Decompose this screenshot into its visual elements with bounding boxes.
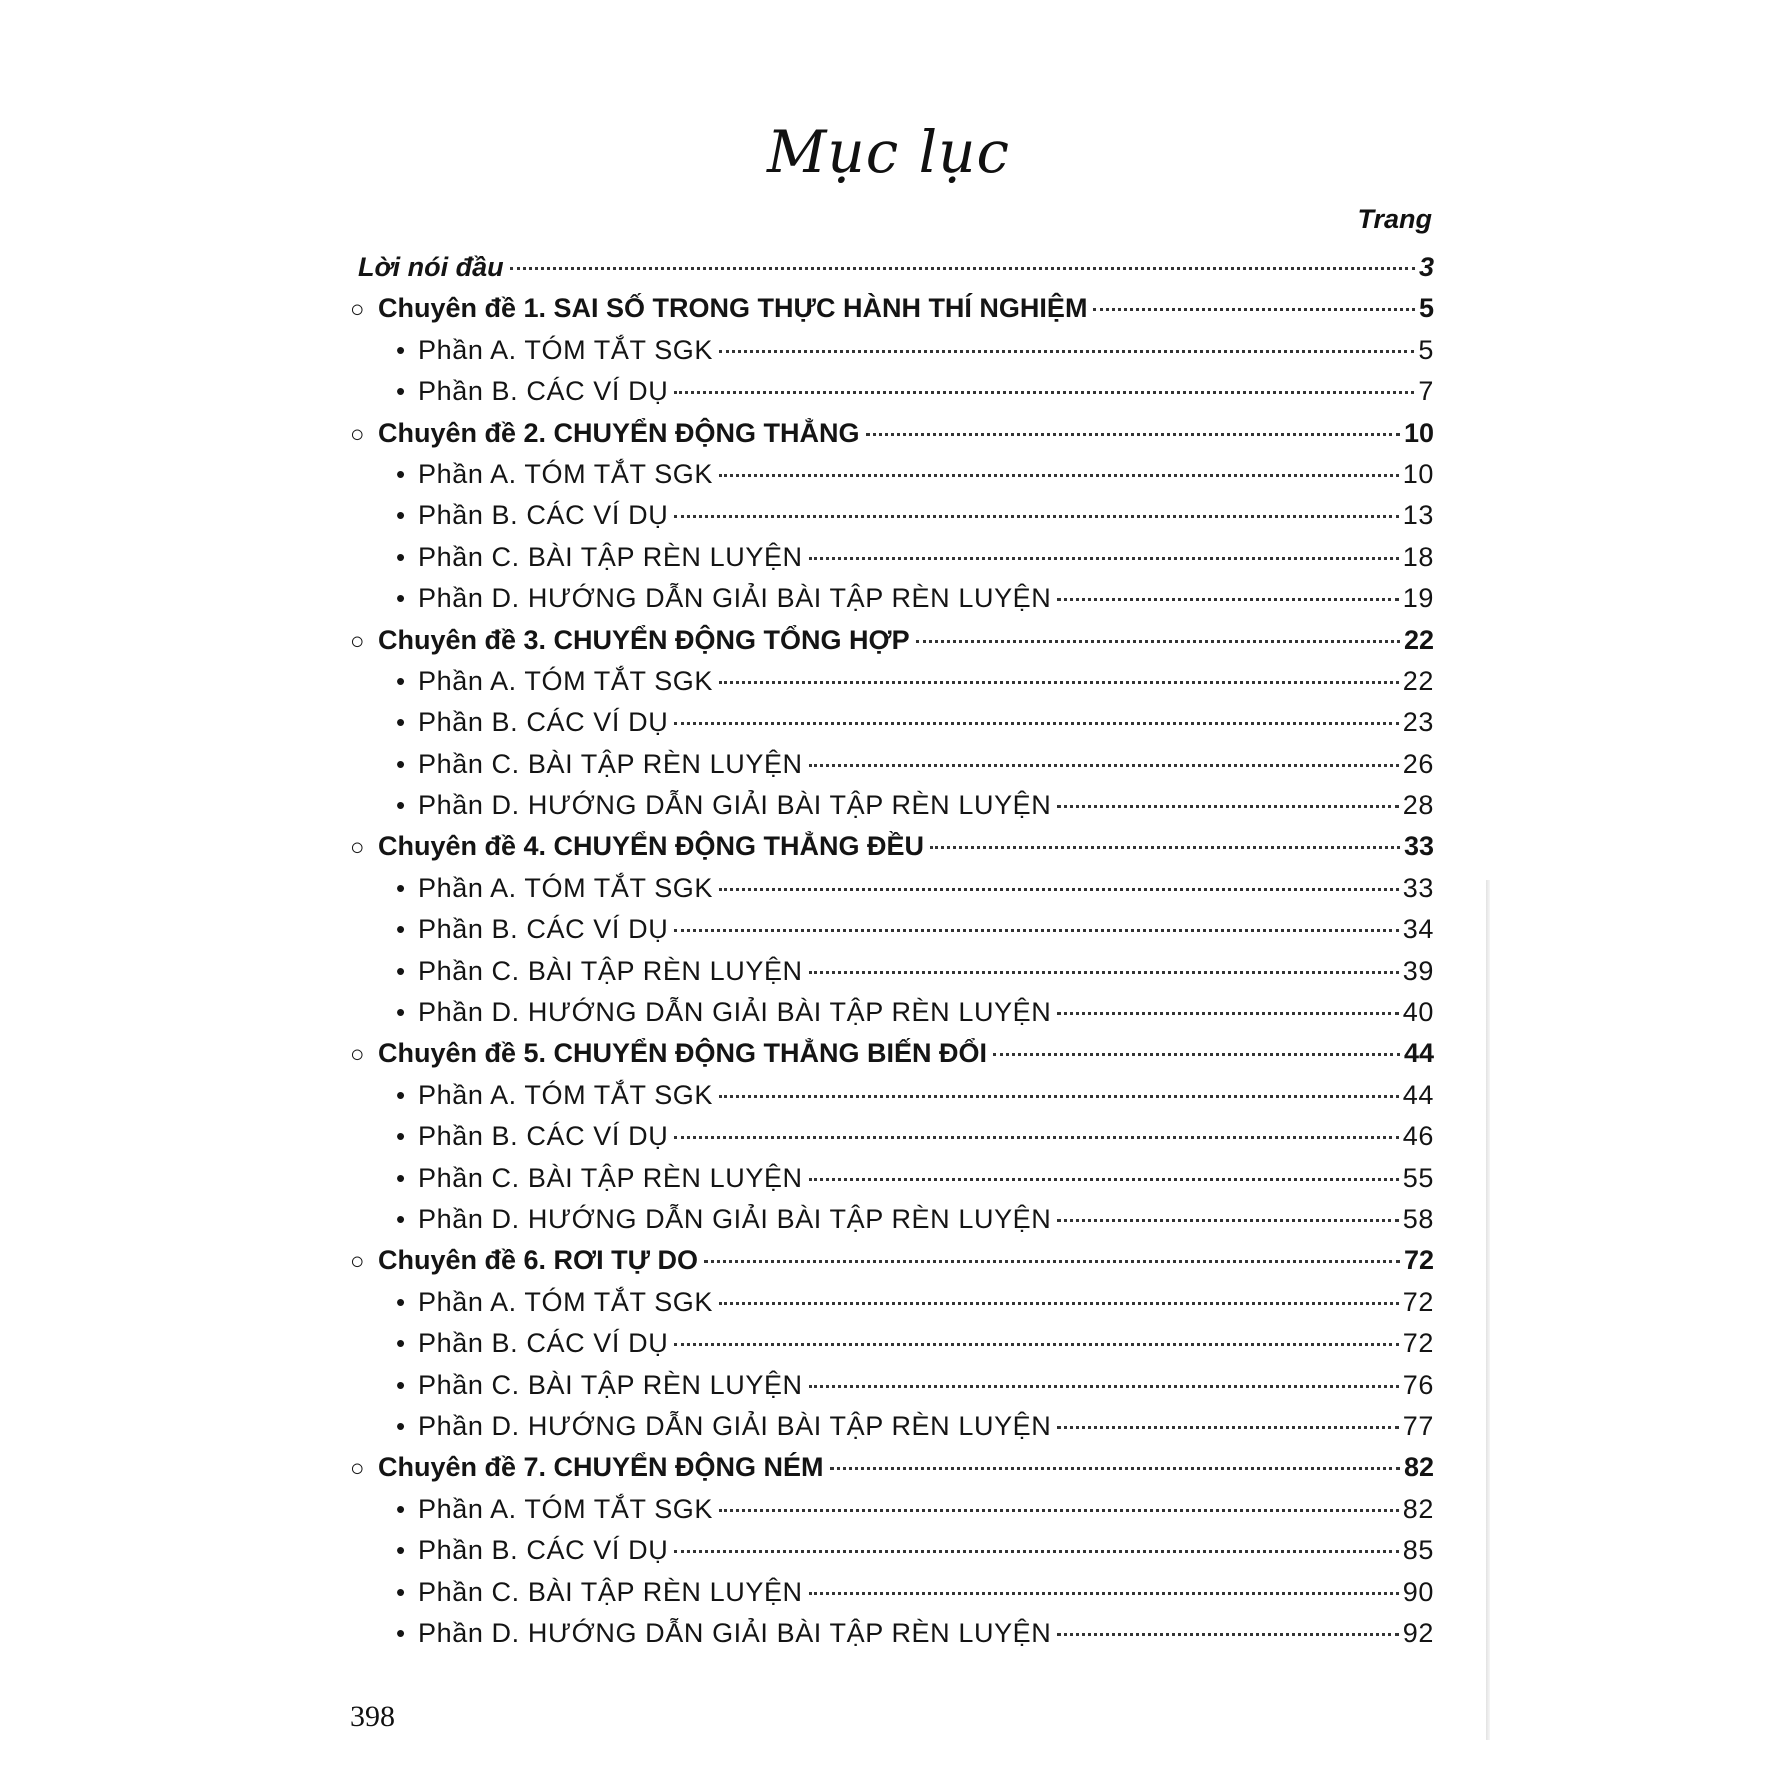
toc-chapter-page: 44 <box>1403 1038 1434 1069</box>
toc-chapter-label: Chuyên đề 3. CHUYỂN ĐỘNG TỔNG HỢP <box>378 624 910 655</box>
toc-part-page: 90 <box>1402 1576 1434 1607</box>
toc-part-page: 18 <box>1402 541 1434 572</box>
dot-leader <box>866 433 1400 436</box>
dot-leader <box>719 1302 1399 1305</box>
toc-part-row[interactable] <box>350 1530 1434 1571</box>
toc-part-page: 5 <box>1418 334 1434 365</box>
toc-part-row[interactable] <box>350 1365 1434 1406</box>
dot-leader <box>674 1343 1398 1346</box>
toc-chapter-row[interactable] <box>350 1033 1434 1074</box>
toc-intro-page: 3 <box>1418 252 1434 282</box>
dot-bullet-icon: • <box>396 458 406 489</box>
toc-part-row[interactable] <box>350 744 1434 785</box>
toc-part-page: 19 <box>1402 583 1434 614</box>
dot-bullet-icon: • <box>396 1203 406 1234</box>
toc-part-page: 46 <box>1402 1121 1434 1152</box>
toc-part-row[interactable] <box>350 1613 1434 1654</box>
toc-chapter-row[interactable] <box>350 620 1434 661</box>
toc-part-page: 13 <box>1402 500 1434 531</box>
dot-leader <box>719 1095 1399 1098</box>
dot-bullet-icon: • <box>396 1286 406 1317</box>
dot-bullet-icon: • <box>396 707 406 738</box>
toc-part-row[interactable] <box>350 909 1434 950</box>
toc-part-label: Phần A. TÓM TẮT SGK <box>418 665 714 696</box>
dot-leader <box>719 350 1414 353</box>
page-title: Mục lục <box>766 118 1011 186</box>
dot-bullet-icon: • <box>396 1328 406 1359</box>
toc-part-page: 10 <box>1402 458 1434 489</box>
toc-part-label: Phần B. CÁC VÍ DỤ <box>418 1328 669 1359</box>
toc-part-page: 82 <box>1402 1493 1434 1524</box>
toc-part-page: 77 <box>1402 1410 1434 1441</box>
toc-part-label: Phần A. TÓM TẮT SGK <box>418 1079 714 1110</box>
toc-part-label: Phần D. HƯỚNG DẪN GIẢI BÀI TẬP RÈN LUYỆN <box>418 790 1052 821</box>
dot-bullet-icon: • <box>396 1576 406 1607</box>
dot-leader <box>674 1550 1398 1553</box>
dot-bullet-icon: • <box>396 1369 406 1400</box>
toc-part-label: Phần B. CÁC VÍ DỤ <box>418 500 669 531</box>
circle-bullet-icon: ○ <box>350 1455 365 1483</box>
dot-leader <box>674 1136 1398 1139</box>
toc-part-page: 92 <box>1402 1617 1434 1648</box>
dot-leader <box>916 640 1400 643</box>
toc-part-row[interactable] <box>350 1075 1434 1116</box>
toc-chapter-row[interactable] <box>350 826 1434 867</box>
dot-leader <box>704 1260 1400 1263</box>
toc-part-page: 39 <box>1402 955 1434 986</box>
toc-part-row[interactable] <box>350 330 1434 371</box>
toc-chapter-page: 82 <box>1403 1452 1434 1483</box>
toc-part-row[interactable] <box>350 1572 1434 1613</box>
dot-leader <box>809 1178 1399 1181</box>
toc-chapter-page: 33 <box>1403 831 1434 862</box>
toc-part-label: Phần A. TÓM TẮT SGK <box>418 872 714 903</box>
toc-chapter-row[interactable] <box>350 1447 1434 1488</box>
dot-leader <box>719 474 1399 477</box>
dot-bullet-icon: • <box>396 1079 406 1110</box>
toc-chapter-label: Chuyên đề 1. SAI SỐ TRONG THỰC HÀNH THÍ NGHIỆM <box>378 293 1088 324</box>
circle-bullet-icon: ○ <box>350 627 365 655</box>
toc-part-label: Phần D. HƯỚNG DẪN GIẢI BÀI TẬP RÈN LUYỆN <box>418 1203 1052 1234</box>
toc-part-page: 55 <box>1402 1162 1434 1193</box>
dot-leader <box>809 1592 1399 1595</box>
toc-part-row[interactable] <box>350 868 1434 909</box>
toc-part-page: 44 <box>1402 1079 1434 1110</box>
dot-bullet-icon: • <box>396 790 406 821</box>
toc-part-label: Phần D. HƯỚNG DẪN GIẢI BÀI TẬP RÈN LUYỆN <box>418 997 1052 1028</box>
dot-bullet-icon: • <box>396 1121 406 1152</box>
dot-leader <box>809 764 1399 767</box>
toc-part-row[interactable] <box>350 785 1434 826</box>
toc-part-label: Phần D. HƯỚNG DẪN GIẢI BÀI TẬP RÈN LUYỆN <box>418 583 1052 614</box>
toc-part-page: 85 <box>1402 1535 1434 1566</box>
toc-part-page: 26 <box>1402 748 1434 779</box>
toc-part-row[interactable] <box>350 537 1434 578</box>
toc-part-label: Phần C. BÀI TẬP RÈN LUYỆN <box>418 748 803 779</box>
dot-bullet-icon: • <box>396 1617 406 1648</box>
toc-part-label: Phần C. BÀI TẬP RÈN LUYỆN <box>418 1369 803 1400</box>
toc-part-page: 23 <box>1402 707 1434 738</box>
circle-bullet-icon: ○ <box>350 834 365 862</box>
toc-part-row[interactable] <box>350 951 1434 992</box>
toc-part-page: 76 <box>1402 1369 1434 1400</box>
dot-bullet-icon: • <box>396 541 406 572</box>
toc-part-label: Phần A. TÓM TẮT SGK <box>418 1286 714 1317</box>
toc-part-label: Phần B. CÁC VÍ DỤ <box>418 1121 669 1152</box>
dot-leader <box>809 971 1399 974</box>
page-binding-edge <box>1486 880 1490 1740</box>
dot-leader <box>1057 805 1398 808</box>
dot-leader <box>719 1509 1399 1512</box>
toc-part-row[interactable] <box>350 1406 1434 1447</box>
page-number: 398 <box>350 1700 395 1733</box>
toc-part-row[interactable] <box>350 1323 1434 1364</box>
dot-leader <box>510 267 1415 270</box>
toc-part-row[interactable] <box>350 1489 1434 1530</box>
toc-part-label: Phần B. CÁC VÍ DỤ <box>418 707 669 738</box>
toc-part-label: Phần B. CÁC VÍ DỤ <box>418 914 669 945</box>
toc-part-row[interactable] <box>350 661 1434 702</box>
toc-part-label: Phần C. BÀI TẬP RÈN LUYỆN <box>418 1162 803 1193</box>
dot-bullet-icon: • <box>396 500 406 531</box>
dot-bullet-icon: • <box>396 997 406 1028</box>
toc-part-page: 34 <box>1402 914 1434 945</box>
toc-part-label: Phần B. CÁC VÍ DỤ <box>418 1535 669 1566</box>
toc-part-page: 58 <box>1402 1203 1434 1234</box>
circle-bullet-icon: ○ <box>350 296 365 324</box>
dot-leader <box>1057 1219 1398 1222</box>
circle-bullet-icon: ○ <box>350 1041 365 1069</box>
toc-part-label: Phần C. BÀI TẬP RÈN LUYỆN <box>418 541 803 572</box>
toc-part-row[interactable] <box>350 992 1434 1033</box>
dot-bullet-icon: • <box>396 334 406 365</box>
dot-leader <box>993 1053 1400 1056</box>
dot-leader <box>1057 1426 1398 1429</box>
toc-chapter-page: 72 <box>1403 1245 1434 1276</box>
toc-part-label: Phần D. HƯỚNG DẪN GIẢI BÀI TẬP RÈN LUYỆN <box>418 1617 1052 1648</box>
dot-bullet-icon: • <box>396 665 406 696</box>
toc-chapter-label: Chuyên đề 4. CHUYỂN ĐỘNG THẲNG ĐỀU <box>378 831 925 862</box>
dot-bullet-icon: • <box>396 1162 406 1193</box>
toc-part-label: Phần D. HƯỚNG DẪN GIẢI BÀI TẬP RÈN LUYỆN <box>418 1410 1052 1441</box>
toc-part-page: 72 <box>1402 1286 1434 1317</box>
dot-bullet-icon: • <box>396 1493 406 1524</box>
toc-part-page: 22 <box>1402 665 1434 696</box>
toc-chapter-label: Chuyên đề 2. CHUYỂN ĐỘNG THẲNG <box>378 417 860 448</box>
toc-part-row[interactable] <box>350 371 1434 412</box>
toc-part-row[interactable] <box>350 578 1434 619</box>
dot-leader <box>674 722 1398 725</box>
dot-leader <box>719 681 1399 684</box>
toc-part-row[interactable] <box>350 495 1434 536</box>
dot-bullet-icon: • <box>396 583 406 614</box>
dot-leader <box>930 846 1400 849</box>
dot-bullet-icon: • <box>396 376 406 407</box>
circle-bullet-icon: ○ <box>350 1248 365 1276</box>
toc-chapter-row[interactable] <box>350 288 1434 329</box>
dot-leader <box>674 515 1398 518</box>
toc-part-label: Phần C. BÀI TẬP RÈN LUYỆN <box>418 1576 803 1607</box>
toc-part-label: Phần A. TÓM TẮT SGK <box>418 1493 714 1524</box>
dot-bullet-icon: • <box>396 748 406 779</box>
toc-chapter-page: 10 <box>1403 417 1434 448</box>
toc-chapter-label: Chuyên đề 6. RƠI TỰ DO <box>378 1245 698 1276</box>
dot-bullet-icon: • <box>396 955 406 986</box>
dot-leader <box>809 1385 1399 1388</box>
toc-part-page: 28 <box>1402 790 1434 821</box>
dot-leader <box>1093 308 1415 311</box>
dot-leader <box>830 1467 1400 1470</box>
toc-part-page: 72 <box>1402 1328 1434 1359</box>
toc-part-label: Phần A. TÓM TẮT SGK <box>418 334 714 365</box>
toc-part-row[interactable] <box>350 1282 1434 1323</box>
dot-leader <box>1057 1633 1398 1636</box>
dot-leader <box>1057 1012 1398 1015</box>
dot-bullet-icon: • <box>396 1410 406 1441</box>
circle-bullet-icon: ○ <box>350 420 365 448</box>
toc-chapter-page: 5 <box>1418 293 1434 324</box>
toc-part-page: 40 <box>1402 997 1434 1028</box>
page-column-header: Trang <box>1357 204 1432 234</box>
toc-chapter-label: Chuyên đề 7. CHUYỂN ĐỘNG NÉM <box>378 1452 824 1483</box>
dot-leader <box>809 557 1399 560</box>
toc-part-row[interactable] <box>350 702 1434 743</box>
toc-chapter-page: 22 <box>1403 624 1434 655</box>
toc-part-row[interactable] <box>350 1199 1434 1240</box>
toc-chapter-row[interactable] <box>350 1240 1434 1281</box>
table-of-contents <box>350 247 1434 1654</box>
dot-leader <box>674 391 1414 394</box>
toc-part-label: Phần B. CÁC VÍ DỤ <box>418 376 669 407</box>
dot-bullet-icon: • <box>396 914 406 945</box>
toc-part-row[interactable] <box>350 1116 1434 1157</box>
toc-chapter-label: Chuyên đề 5. CHUYỂN ĐỘNG THẲNG BIẾN ĐỔI <box>378 1038 988 1069</box>
toc-intro-label: Lời nói đầu <box>358 252 504 282</box>
dot-leader <box>674 929 1398 932</box>
toc-part-label: Phần C. BÀI TẬP RÈN LUYỆN <box>418 955 803 986</box>
dot-bullet-icon: • <box>396 872 406 903</box>
toc-intro-row[interactable] <box>350 247 1434 288</box>
toc-part-row[interactable] <box>350 454 1434 495</box>
toc-part-page: 7 <box>1418 376 1434 407</box>
dot-bullet-icon: • <box>396 1535 406 1566</box>
toc-part-row[interactable] <box>350 1158 1434 1199</box>
dot-leader <box>1057 598 1398 601</box>
toc-part-label: Phần A. TÓM TẮT SGK <box>418 458 714 489</box>
toc-part-page: 33 <box>1402 872 1434 903</box>
toc-chapter-row[interactable] <box>350 413 1434 454</box>
dot-leader <box>719 888 1399 891</box>
